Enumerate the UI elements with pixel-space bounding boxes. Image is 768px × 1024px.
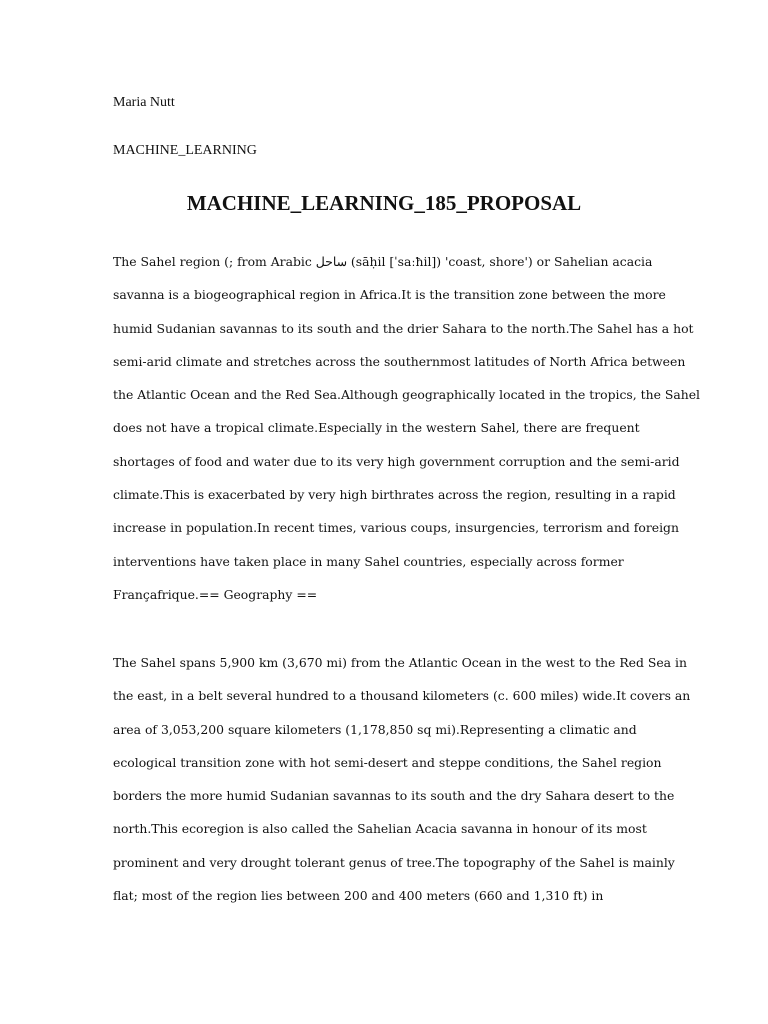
paragraph-line: does not have a tropical climate.Especially in the western Sahel, there are frequent — [113, 420, 640, 436]
paragraph-line: area of 3,053,200 square kilometers (1,178,850 sq mi).Representing a climatic and — [113, 721, 637, 737]
body-paragraph-1 — [113, 245, 701, 611]
paragraph-line: The Sahel spans 5,900 km (3,670 mi) from the Atlantic Ocean in the west to the Red Sea in — [113, 655, 687, 670]
paragraph-line: borders the more humid Sudanian savannas to its south and the dry Sahara desert to the — [113, 788, 675, 804]
paragraph-line: Françafrique.== Geography == — [113, 586, 318, 602]
paragraph-line: ecological transition zone with hot semi-desert and steppe conditions, the Sahel region — [113, 754, 662, 770]
paragraph-line: the Atlantic Ocean and the Red Sea.Although geographically located in the tropics, the Sahel — [113, 387, 701, 403]
paragraph-line: north.This ecoregion is also called the Sahelian Acacia savanna in honour of its most — [113, 821, 647, 837]
paragraph-line: interventions have taken place in many Sahel countries, especially across former — [113, 553, 624, 569]
paragraph-line: the east, in a belt several hundred to a thousand kilometers (c. 600 miles) wide.It covers an — [113, 688, 691, 704]
document-title: MACHINE_LEARNING_185_PROPOSAL — [186, 191, 582, 215]
paragraph-line: semi-arid climate and stretches across the southernmost latitudes of North Africa between — [113, 353, 686, 369]
paragraph-line: increase in population.In recent times, various coups, insurgencies, terrorism and foreign — [113, 520, 679, 536]
paragraph-line: humid Sudanian savannas to its south and the drier Sahara to the north.The Sahel has a hot — [113, 320, 694, 336]
course-name: MACHINE_LEARNING — [113, 143, 257, 158]
body-paragraph-2 — [113, 646, 691, 912]
author-name: Maria Nutt — [113, 95, 175, 110]
paragraph-line: prominent and very drought tolerant genus of tree.The topography of the Sahel is mainly — [113, 854, 675, 870]
paragraph-line: shortages of food and water due to its very high government corruption and the semi-arid — [113, 453, 680, 469]
paragraph-line: climate.This is exacerbated by very high birthrates across the region, resulting in a rapid — [113, 487, 676, 503]
paragraph-line: flat; most of the region lies between 200 and 400 meters (660 and 1,310 ft) in — [113, 888, 604, 904]
paragraph-line: The Sahel region (; from Arabic ساحل (sāḥil [ˈsaːħil]) 'coast, shore') or Sahelian acacia — [113, 254, 653, 269]
paragraph-line: savanna is a biogeographical region in Africa.It is the transition zone between the more — [113, 287, 666, 303]
